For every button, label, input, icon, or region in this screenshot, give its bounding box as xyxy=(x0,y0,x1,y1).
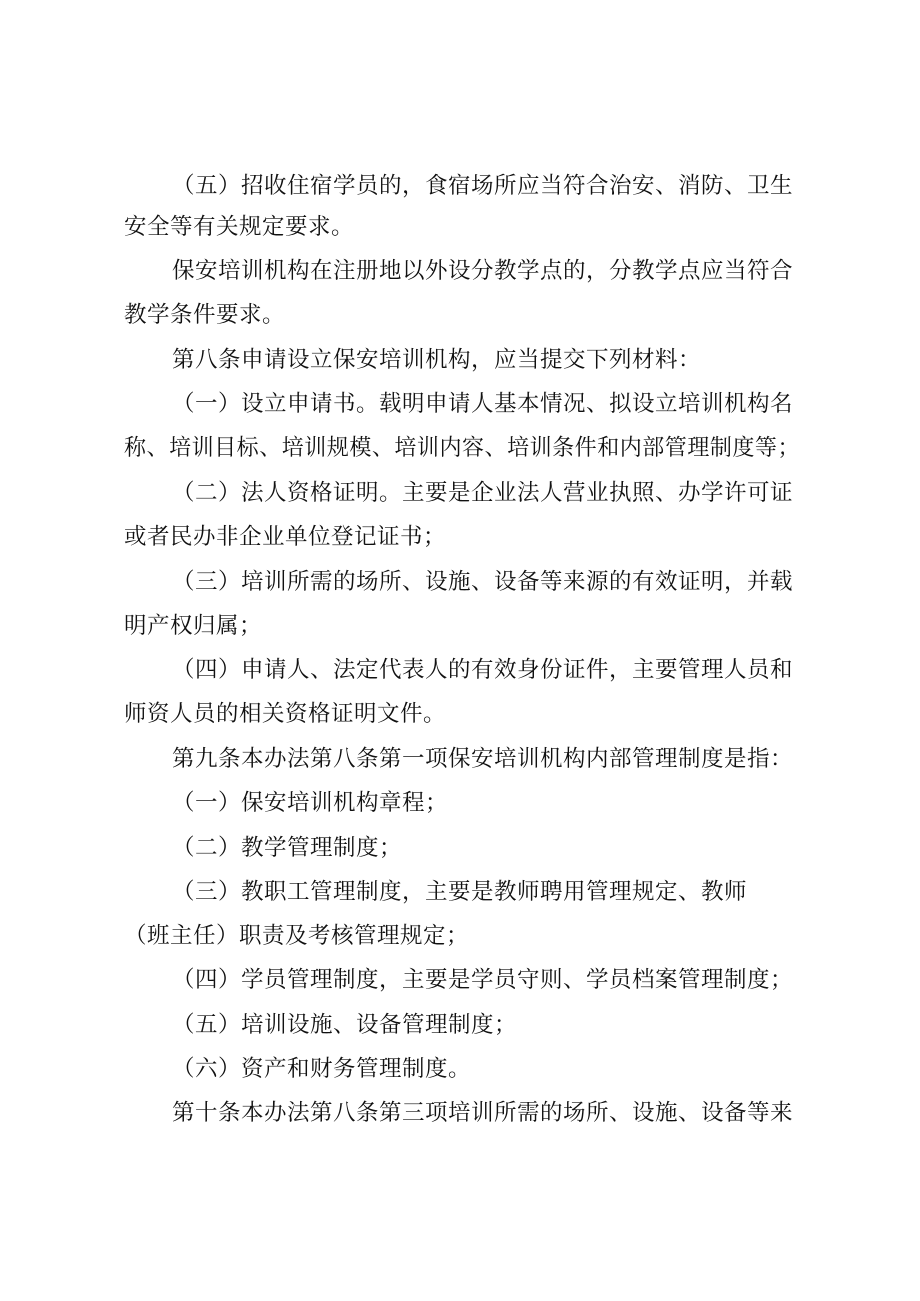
text-line: （五）招收住宿学员的，食宿场所应当符合治安、消防、卫生 xyxy=(172,173,794,199)
text-line: （四）申请人、法定代表人的有效身份证件，主要管理人员和 xyxy=(172,657,794,683)
text-line: 明产权归属； xyxy=(124,613,263,639)
text-line: （三）教职工管理制度，主要是教师聘用管理规定、教师 xyxy=(172,879,748,905)
text-line: （一）保安培训机构章程； xyxy=(172,790,449,816)
text-line: 师资人员的相关资格证明文件。 xyxy=(124,701,447,727)
text-line: （班主任）职责及考核管理规定； xyxy=(124,923,470,949)
text-line: 称、培训目标、培训规模、培训内容、培训条件和内部管理制度等； xyxy=(124,435,801,461)
article-heading: 第十条本办法第八条第三项培训所需的场所、设施、设备等来 xyxy=(172,1100,794,1126)
text-line: 安全等有关规定要求。 xyxy=(124,214,355,240)
text-line: （五）培训设施、设备管理制度； xyxy=(172,1012,518,1038)
article-heading: 第八条申请设立保安培训机构，应当提交下列材料： xyxy=(172,347,702,373)
text-line: （二）法人资格证明。主要是企业法人营业执照、办学许可证 xyxy=(172,480,794,506)
article-heading: 第九条本办法第八条第一项保安培训机构内部管理制度是指： xyxy=(172,746,794,772)
text-line: （二）教学管理制度； xyxy=(172,835,403,861)
text-line: 保安培训机构在注册地以外设分教学点的，分教学点应当符合 xyxy=(172,258,794,284)
text-line: （三）培训所需的场所、设施、设备等来源的有效证明，并载 xyxy=(172,569,794,595)
text-line: （四）学员管理制度，主要是学员守则、学员档案管理制度； xyxy=(172,967,794,993)
text-line: 或者民办非企业单位登记证书； xyxy=(124,524,447,550)
text-line: （六）资产和财务管理制度。 xyxy=(172,1056,472,1082)
text-line: （一）设立申请书。载明申请人基本情况、拟设立培训机构名 xyxy=(172,391,794,417)
text-line: 教学条件要求。 xyxy=(124,302,286,328)
